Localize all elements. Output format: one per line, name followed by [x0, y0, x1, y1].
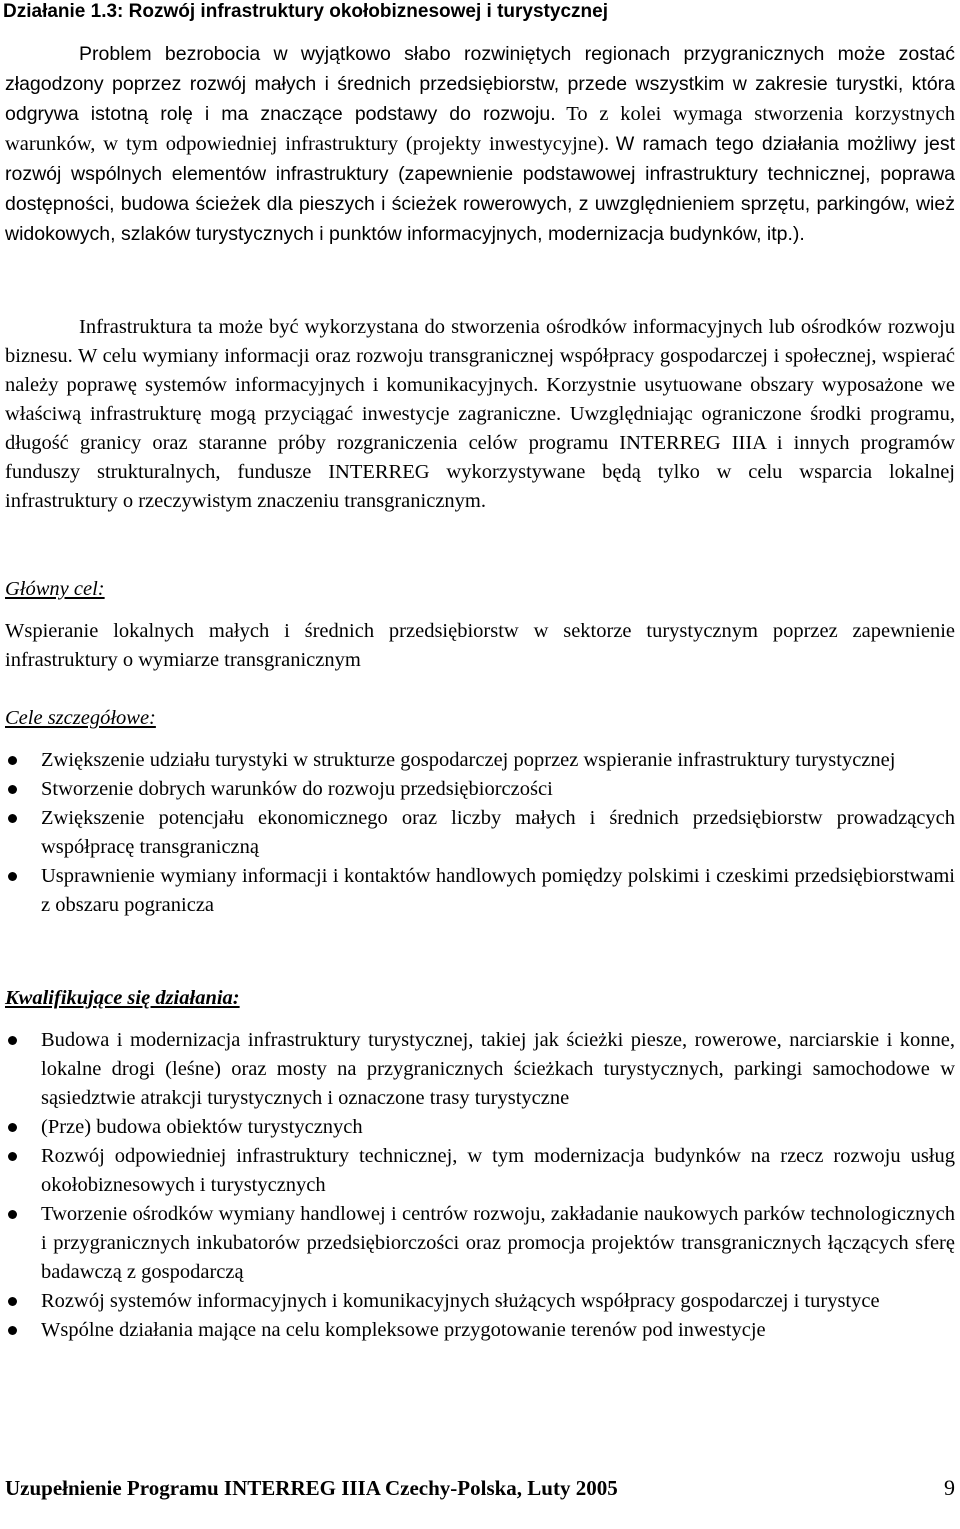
list-item-text: Wspólne działania mające na celu kompleksowe przygotowanie terenów pod inwestycje — [41, 1319, 766, 1341]
list-item — [5, 1026, 955, 1113]
intro-paragraph — [5, 40, 955, 250]
bullet-icon — [8, 1210, 17, 1219]
bullet-icon — [8, 756, 17, 765]
specific-goals-list — [5, 746, 955, 920]
list-item — [5, 775, 955, 804]
bullet-icon — [8, 872, 17, 881]
list-item — [5, 1200, 955, 1287]
list-item — [5, 1142, 955, 1200]
footer-document-title: Uzupełnienie Programu INTERREG IIIA Czechy-Polska, Luty 2005 — [5, 1476, 618, 1500]
list-item-text: Rozwój systemów informacyjnych i komunikacyjnych służących współpracy gospodarczej i turystyce — [41, 1290, 880, 1312]
list-item — [5, 746, 955, 775]
list-item-text: Budowa i modernizacja infrastruktury turystycznej, takiej jak ścieżki piesze, rowerowe, narciarskie i konne, lokalne drogi (leśne) oraz mosty na przygranicznych ścieżkach turystycznych, parkingi samochodowe w sąsiedztwie atrakcji turystycznych i oznaczone trasy turystyczne — [41, 1029, 955, 1109]
list-item-text: Zwiększenie potencjału ekonomicznego oraz liczby małych i średnich przedsiębiorstw prowadzących współpracę transgraniczną — [41, 807, 955, 858]
list-item-text: Zwiększenie udziału turystyki w strukturze gospodarczej poprzez wspieranie infrastruktury turystycznej — [41, 749, 896, 771]
intro-serif-text: To z kolei wymaga stworzenia korzystnych warunków, w tym odpowiedniej infrastruktury (projekty inwestycyjne). — [5, 103, 956, 155]
bullet-icon — [8, 1297, 17, 1306]
list-item-text: Usprawnienie wymiany informacji i kontaktów handlowych pomiędzy polskimi i czeskimi przedsiębiorstwami z obszaru pogranicza — [41, 865, 955, 916]
page-footer — [5, 1473, 955, 1503]
bullet-icon — [8, 1326, 17, 1335]
main-goal-text: Wspieranie lokalnych małych i średnich przedsiębiorstw w sektorze turystycznym poprzez zapewnienie infrastruktury o wymiarze transgranicznym — [5, 620, 955, 671]
qualifying-actions-heading: Kwalifikujące się działania: — [5, 987, 240, 1009]
intro-sans-text-2: W ramach tego działania możliwy jest rozwój wspólnych elementów infrastruktury (zapewnienie podstawowej infrastruktury technicznej, poprawa dostępności, budowa ścieżek dla pieszych i ścieżek rowerowych, z uwzględnieniem sprzętu, parkingów, wież widokowych, szlaków turystycznych i punktów informacyjnych, modernizacja budynków, itp.). — [5, 133, 955, 245]
infrastructure-paragraph: Infrastruktura ta może być wykorzystana do stworzenia ośrodków informacyjnych lub ośrodków rozwoju biznesu. W celu wymiany informacji oraz rozwoju transgranicznej współpracy gospodarczej i społecznej, wspierać należy poprawę systemów informacyjnych i komunikacyjnych. Korzystnie usytuowane obszary wyposażone we właściwą infrastrukturę mogą przyciągać inwestycje zagraniczne. Uwzględniając ograniczone środki programu, długość granicy oraz staranne próby rozgraniczenia celów programu INTERREG IIIA i innych programów funduszy strukturalnych, fundusze INTERREG wykorzystywane będą tylko w celu wsparcia lokalnej infrastruktury o rzeczywistym znaczeniu transgranicznym. — [5, 316, 955, 512]
section-title: Działanie 1.3: Rozwój infrastruktury okołobiznesowej i turystycznej — [3, 1, 608, 22]
list-item-text: Tworzenie ośrodków wymiany handlowej i centrów rozwoju, zakładanie naukowych parków technologicznych i przygranicznych inkubatorów przedsiębiorczości oraz promocja projektów transgranicznych łączących sferę badawczą z gospodarczą — [41, 1203, 955, 1283]
bullet-icon — [8, 814, 17, 823]
list-item — [5, 1316, 955, 1345]
qualifying-actions-list — [5, 1026, 955, 1345]
list-item — [5, 1113, 955, 1142]
bullet-icon — [8, 1036, 17, 1045]
specific-goals-heading: Cele szczegółowe: — [5, 707, 156, 729]
list-item — [5, 862, 955, 920]
main-goal-heading: Główny cel: — [5, 578, 105, 600]
list-item — [5, 804, 955, 862]
intro-sans-text: Problem bezrobocia w wyjątkowo słabo rozwiniętych regionach przygranicznych może zostać złagodzony poprzez rozwój małych i średnich przedsiębiorstw, przede wszystkim w zakresie turystki, która odgrywa istotną rolę i ma znaczące podstawy do rozwoju. — [5, 43, 955, 125]
list-item — [5, 1287, 955, 1316]
bullet-icon — [8, 1152, 17, 1161]
bullet-icon — [8, 785, 17, 794]
list-item-text: (Prze) budowa obiektów turystycznych — [41, 1116, 363, 1138]
page-number: 9 — [944, 1475, 955, 1500]
list-item-text: Rozwój odpowiedniej infrastruktury technicznej, w tym modernizacja budynków na rzecz rozwoju usług okołobiznesowych i turystycznych — [41, 1145, 955, 1196]
bullet-icon — [8, 1123, 17, 1132]
list-item-text: Stworzenie dobrych warunków do rozwoju przedsiębiorczości — [41, 778, 553, 800]
